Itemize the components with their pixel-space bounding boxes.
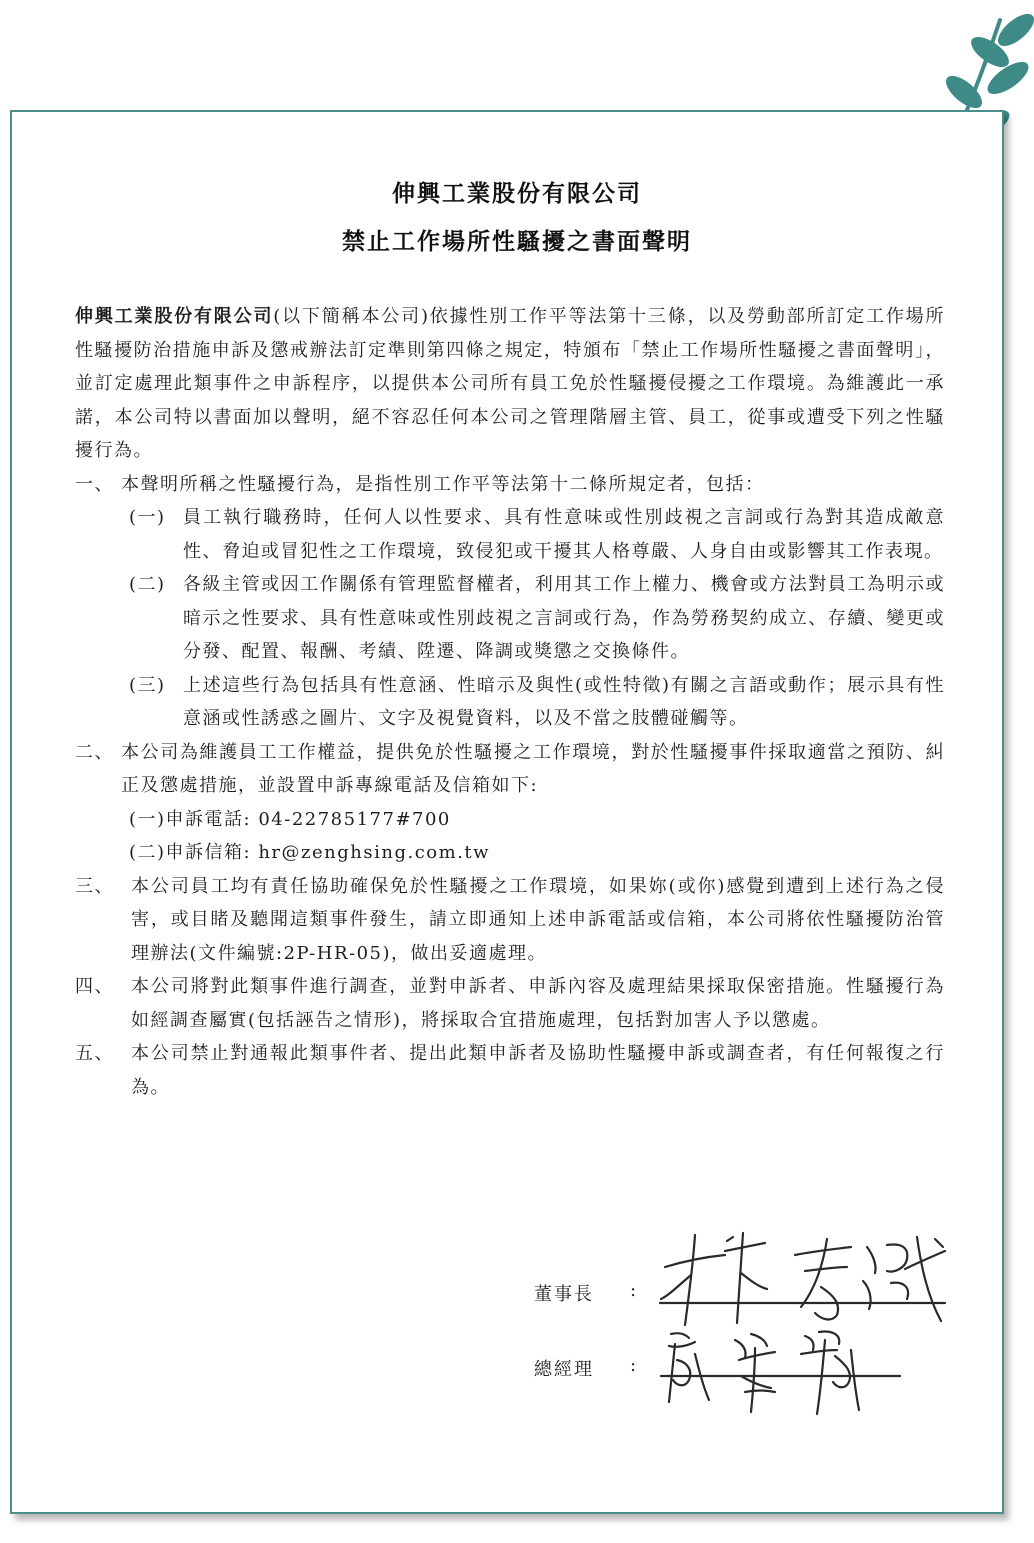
phone-value: 04-22785177#700 xyxy=(258,808,451,830)
complaint-phone xyxy=(129,803,945,837)
section-5 xyxy=(75,1037,945,1104)
section-text: 本公司禁止對通報此類事件者、提出此類申訴者及協助性騷擾申訴或調查者，有任何報復之行為。 xyxy=(131,1043,945,1098)
section-3 xyxy=(75,870,945,971)
section-1-item-2 xyxy=(129,568,945,669)
section-text: 本聲明所稱之性騷擾行為，是指性別工作平等法第十二條所規定者，包括： xyxy=(121,473,765,495)
complaint-email xyxy=(129,836,945,870)
section-2 xyxy=(75,736,945,803)
general-manager-signature-row xyxy=(534,1355,639,1381)
item-text: 上述這些行為包括具有性意涵、性暗示及與性(或性特徵)有關之言語或動作；展示具有性意涵或性誘惑之圖片、文字及視覺資料，以及不當之肢體碰觸等。 xyxy=(183,674,945,729)
section-text: 本公司為維護員工工作權益，提供免於性騷擾之工作環境，對於性騷擾事件採取適當之預防、糾正及懲處措施，並設置申訴專線電話及信箱如下: xyxy=(121,741,945,796)
item-text: 員工執行職務時，任何人以性要求、具有性意味或性別歧視之言詞或行為對其造成敵意性、脅迫或冒犯性之工作環境，致侵犯或干擾其人格尊嚴、人身自由或影響其工作表現。 xyxy=(183,507,945,562)
chairman-signature-row xyxy=(534,1280,639,1306)
document-body xyxy=(75,300,945,1104)
item-number: (一) xyxy=(129,507,166,528)
signature-colon: : xyxy=(630,1355,639,1376)
contact-number: (二) xyxy=(129,842,166,863)
section-number: 三、 xyxy=(75,875,114,897)
contact-label: 申訴信箱: xyxy=(165,842,259,863)
signature-colon: : xyxy=(630,1280,639,1301)
item-number: (三) xyxy=(129,674,166,696)
document-title: 禁止工作場所性騷擾之書面聲明 xyxy=(342,229,692,255)
section-text: 本公司員工均有責任協助確保免於性騷擾之工作環境，如果妳(或你)感覺到遭到上述行為之侵害，或目睹及聽聞這類事件發生，請立即通知上述申訴電話或信箱，本公司將依性騷擾防治管理辦法(文件編號:2P-HR-05)，做出妥適處理。 xyxy=(131,875,945,964)
section-1 xyxy=(75,468,945,502)
section-number: 二、 xyxy=(75,741,114,763)
item-text: 各級主管或因工作關係有管理監督權者，利用其工作上權力、機會或方法對員工為明示或暗示之性要求、具有性意味或性別歧視之言詞或行為，作為勞務契約成立、存續、變更或分發、配置、報酬、考績、陞遷、降調或獎懲之交換條件。 xyxy=(183,574,945,662)
section-4 xyxy=(75,970,945,1037)
contact-label: 申訴電話: xyxy=(165,808,259,830)
general-manager-signature xyxy=(655,1320,915,1420)
item-number: (二) xyxy=(129,574,166,595)
company-title: 伸興工業股份有限公司 xyxy=(392,181,642,207)
email-value: hr@zenghsing.com.tw xyxy=(258,842,491,863)
contact-number: (一) xyxy=(129,808,166,830)
general-manager-label: 總經理 xyxy=(534,1359,594,1380)
section-number: 五、 xyxy=(75,1043,114,1064)
intro-paragraph xyxy=(75,300,945,468)
intro-company-name: 伸興工業股份有限公司 xyxy=(75,306,274,327)
chairman-signature xyxy=(655,1225,955,1335)
section-1-item-3 xyxy=(129,669,945,736)
section-number: 四、 xyxy=(75,976,114,997)
section-number: 一、 xyxy=(75,473,114,495)
chairman-label: 董事長 xyxy=(534,1284,594,1305)
section-text: 本公司將對此類事件進行調查，並對申訴者、申訴內容及處理結果採取保密措施。性騷擾行為如經調查屬實(包括誣告之情形)，將採取合宜措施處理，包括對加害人予以懲處。 xyxy=(131,976,945,1031)
intro-text: (以下簡稱本公司)依據性別工作平等法第十三條，以及勞動部所訂定工作場所性騷擾防治措施申訴及懲戒辦法訂定準則第四條之規定，特頒布「禁止工作場所性騷擾之書面聲明」，並訂定處理此類事件之申訴程序，以提供本公司所有員工免於性騷擾侵擾之工作環境。為維護此一承諾，本公司特以書面加以聲明，絕不容忍任何本公司之管理階層主管、員工，從事或遭受下列之性騷擾行為。 xyxy=(75,306,946,461)
section-1-item-1 xyxy=(129,501,945,568)
